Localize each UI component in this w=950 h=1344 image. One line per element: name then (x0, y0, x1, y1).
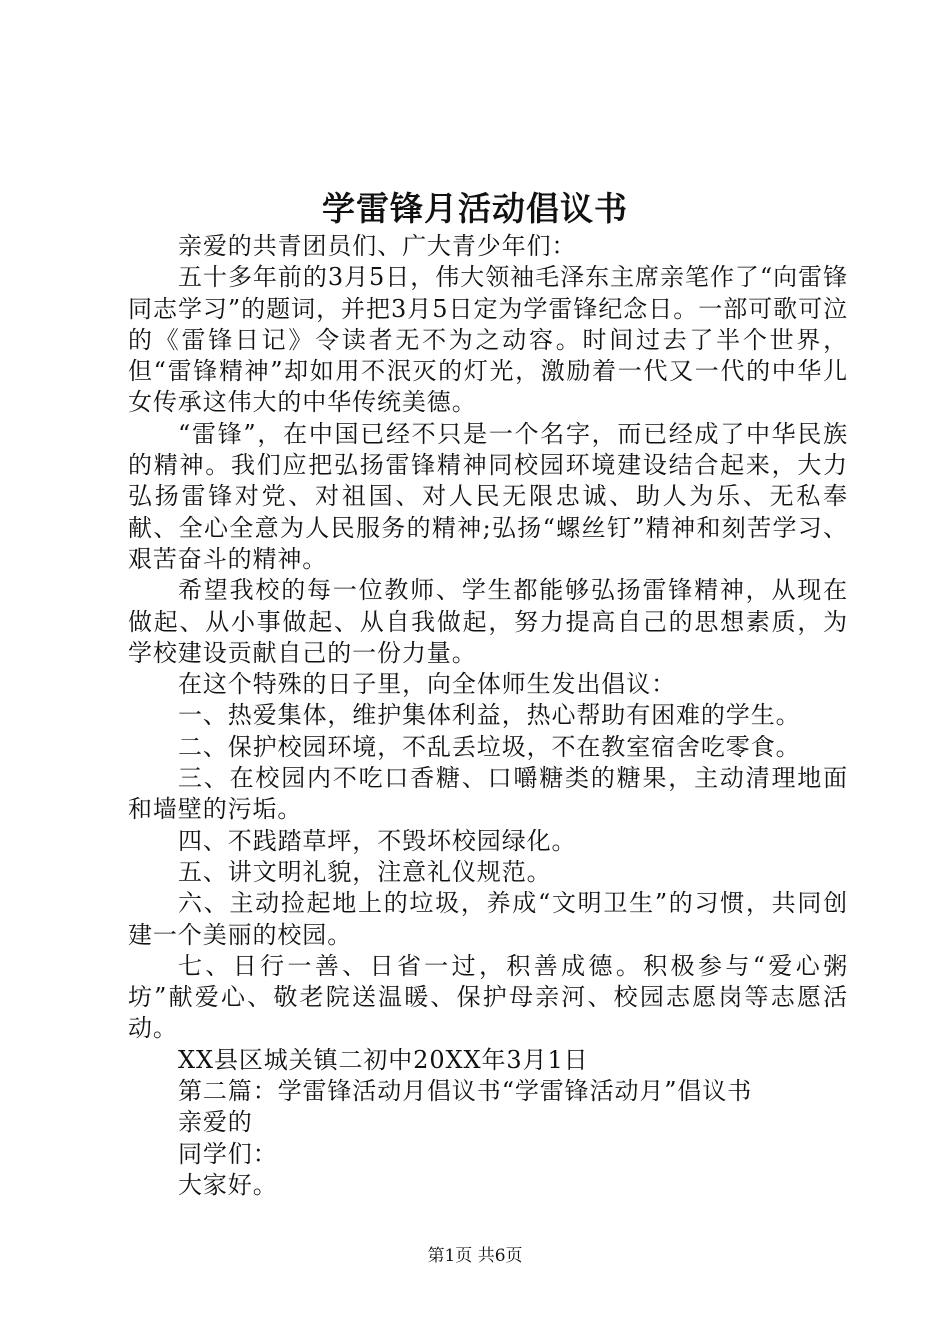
proposal-item: 六、主动捡起地上的垃圾，养成“文明卫生”的习惯，共同创建一个美丽的校园。 (128, 889, 848, 949)
body-paragraph: 亲爱的 (178, 1108, 253, 1137)
body-paragraph: “雷锋”，在中国已经不只是一个名字，而已经成了中华民族的精神。我们应把弘扬雷锋精神同校园环境建设结合起来，大力弘扬雷锋对党、对祖国、对人民无限忠诚、助人为乐、无私奉献、全心全意为人民服务的精神;弘扬“螺丝钉”精神和刻苦学习、艰苦奋斗的精神。 (128, 419, 848, 573)
proposal-item: 五、讲文明礼貌，注意礼仪规范。 (178, 857, 552, 886)
body-paragraph: 大家好。 (178, 1170, 278, 1199)
proposal-item: 二、保护校园环境，不乱丢垃圾，不在教室宿舍吃零食。 (178, 732, 801, 761)
proposal-item: 七、日行一善、日省一过，积善成德。积极参与“爱心粥坊”献爱心、敬老院送温暖、保护母亲河、校园志愿岗等志愿活动。 (128, 951, 848, 1043)
body-paragraph: 同学们： (178, 1139, 278, 1168)
document-title: 学雷锋月活动倡议书 (322, 189, 628, 228)
section-heading: 第二篇：学雷锋活动月倡议书“学雷锋活动月”倡议书 (178, 1077, 753, 1106)
proposal-item: 三、在校园内不吃口香糖、口嚼糖类的糖果，主动清理地面和墙壁的污垢。 (128, 764, 848, 824)
body-paragraph: 希望我校的每一位教师、学生都能够弘扬雷锋精神，从现在做起、从小事做起、从自我做起，努力提高自己的思想素质，为学校建设贡献自己的一份力量。 (128, 576, 848, 667)
page-number: 第1页 共6页 (427, 1246, 523, 1266)
greeting-paragraph: 亲爱的共青团员们、广大青少年们： (178, 232, 577, 260)
body-paragraph: 五十多年前的3月5日，伟大领袖毛泽东主席亲笔作了“向雷锋同志学习”的题词，并把3月5日定为学雷锋纪念日。一部可歌可泣的《雷锋日记》令读者无不为之动容。时间过去了半个世界，但“雷锋精神”却如用不泯灭的灯光，激励着一代又一代的中华儿女传承这伟大的中华传统美德。 (128, 263, 848, 417)
proposal-item: 一、热爱集体，维护集体利益，热心帮助有困难的学生。 (178, 701, 801, 730)
document-body (128, 231, 848, 1201)
signature-line: XX县区城关镇二初中20XX年3月1日 (178, 1045, 589, 1074)
body-paragraph: 在这个特殊的日子里，向全体师生发出倡议： (178, 670, 676, 699)
proposal-item: 四、不践踏草坪，不毁坏校园绿化。 (178, 826, 577, 855)
